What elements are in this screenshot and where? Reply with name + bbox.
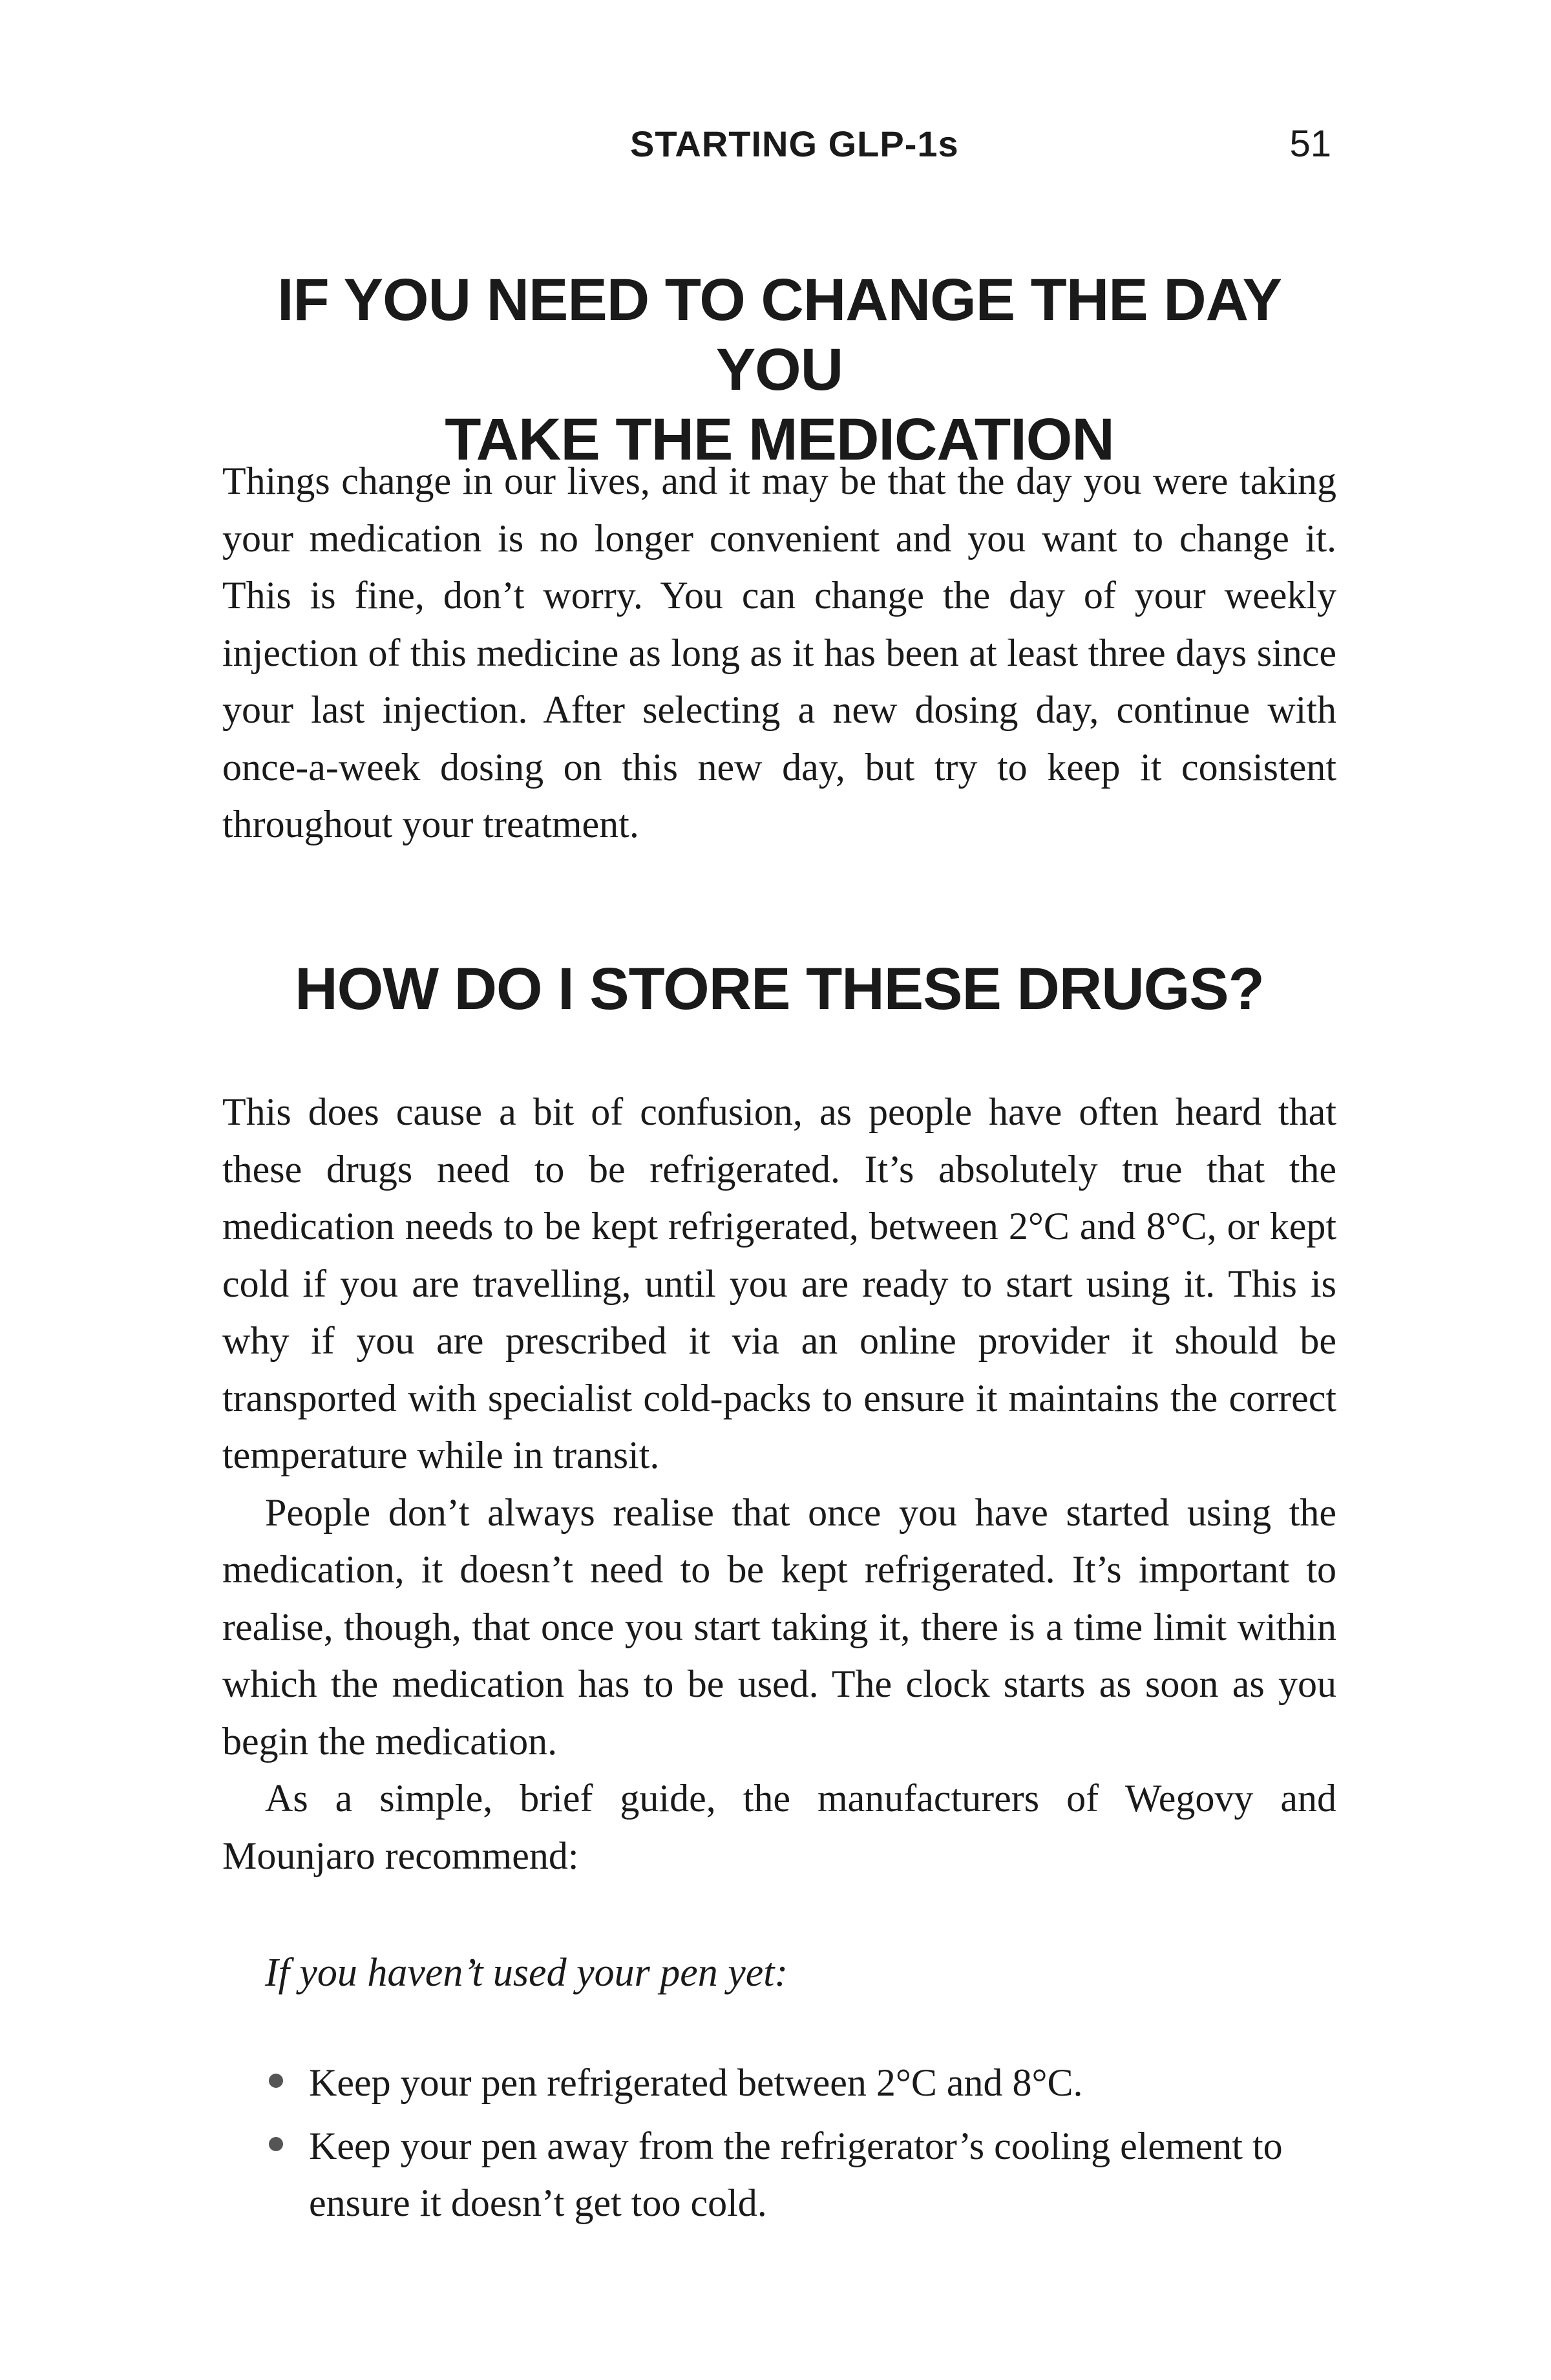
- list-item-text: Keep your pen refrigerated between 2°C and 8°C.: [309, 2061, 1083, 2104]
- page-number: 51: [1289, 123, 1331, 165]
- section-change-day: [222, 265, 1336, 474]
- running-head: STARTING GLP-1s: [630, 123, 959, 164]
- list-item-text: Keep your pen away from the refrigerator’s cooling element to ensure it doesn’t get too cold.: [309, 2125, 1283, 2224]
- list-item: [222, 2054, 1336, 2111]
- paragraph-storage-2: People don’t always realise that once you have started using the medication, it doesn’t need to be kept refrigerated. It’s important to realise, though, that once you start taking it, there is a time limit within which the medication has to be used. The clock starts as soon as you begin the medication.: [222, 1491, 1336, 1763]
- section-change-day-body: [222, 452, 1336, 853]
- heading-line-1: IF YOU NEED TO CHANGE THE DAY YOU: [277, 267, 1282, 403]
- bullet-list: [222, 2054, 1336, 2231]
- heading-line-2: TAKE THE MEDICATION: [445, 407, 1114, 473]
- paragraph-storage-1: This does cause a bit of confusion, as people have often heard that these drugs need to be refrigerated. It’s absolutely true that the medication needs to be kept refrigerated, between 2°C and 8°C, or kept cold if you are travelling, until you are ready to start using it. This is why if you are prescribed it via an online provider it should be transported with specialist cold-packs to ensure it maintains the correct temperature while in transit.: [222, 1090, 1336, 1476]
- subheading-unused-pen: If you haven’t used your pen yet:: [265, 1951, 788, 1995]
- section-storage-body: [222, 1083, 1336, 1884]
- paragraph-storage-3: As a simple, brief guide, the manufacturers of Wegovy and Mounjaro recommend:: [222, 1777, 1336, 1877]
- paragraph-change-day: Things change in our lives, and it may be that the day you were taking your medication is no longer convenient and you want to change it. This is fine, don’t worry. You can change the day of your weekly injection of this medicine as long as it has been at least three days since your last injection. After selecting a new dosing day, continue with once-a-week dosing on this new day, but try to keep it consistent throughout your treatment.: [222, 460, 1336, 845]
- list-item: [222, 2118, 1336, 2231]
- section-heading-storage: HOW DO I STORE THESE DRUGS?: [295, 956, 1264, 1022]
- bullet-list-block: [222, 2054, 1336, 2238]
- subheading-block: [222, 1944, 1336, 2001]
- bullet-icon: [269, 2074, 283, 2088]
- section-heading-change-day: [222, 265, 1336, 474]
- section-storage: [222, 954, 1336, 1024]
- bullet-icon: [269, 2137, 283, 2151]
